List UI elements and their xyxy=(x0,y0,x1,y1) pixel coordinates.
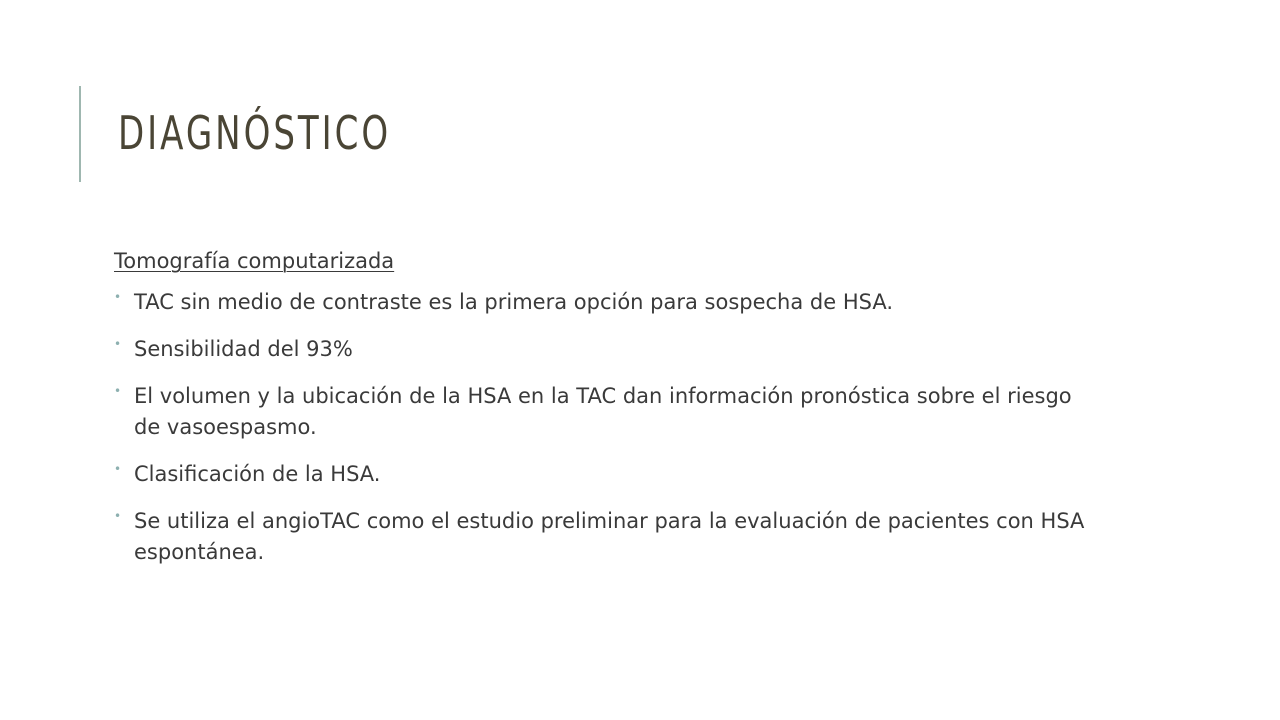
bullet-dot-icon: • xyxy=(114,337,122,351)
subheading: Tomografía computarizada xyxy=(114,249,395,273)
slide-title: DIAGNÓSTICO xyxy=(118,106,392,160)
bullet-list xyxy=(114,287,1104,568)
bullet-dot-icon: • xyxy=(114,462,122,476)
bullet-item-contrast xyxy=(114,287,1104,318)
title-accent-bar xyxy=(79,86,81,182)
bullet-item-volume xyxy=(114,381,1104,443)
slide-content xyxy=(114,246,1104,584)
bullet-text: Sensibilidad del 93% xyxy=(134,337,353,361)
bullet-item-classification xyxy=(114,459,1104,490)
bullet-dot-icon: • xyxy=(114,509,122,523)
bullet-dot-icon: • xyxy=(114,384,122,398)
bullet-text: TAC sin medio de contraste es la primera opción para sospecha de HSA. xyxy=(134,290,894,314)
bullet-text: Se utiliza el angioTAC como el estudio preliminar para la evaluación de pacientes con HSA espontánea. xyxy=(134,509,1085,564)
bullet-item-angiotac xyxy=(114,506,1104,568)
bullet-text: El volumen y la ubicación de la HSA en la TAC dan información pronóstica sobre el riesgo de vasoespasmo. xyxy=(134,384,1072,439)
bullet-dot-icon: • xyxy=(114,290,122,304)
bullet-text: Clasificación de la HSA. xyxy=(134,462,381,486)
bullet-item-sensitivity xyxy=(114,334,1104,365)
